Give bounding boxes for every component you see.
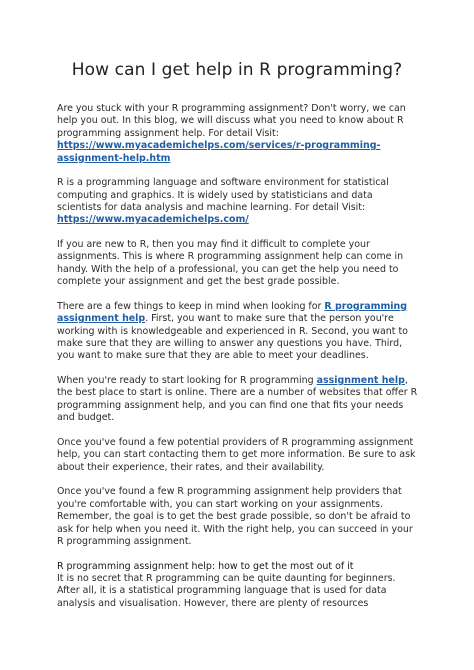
start-working-paragraph: Once you've found a few R programming assignment help providers that you're comfortable with, you can start working on your assignments. Remember, the goal is to get the best grade possible, so don't be afraid to ask for help when you need it. With the right help, you can succeed in your R programming assignment.	[57, 486, 413, 547]
daunting-paragraph: It is no secret that R programming can be quite daunting for beginners. After all, it is a statistical programming language that is used for data analysis and visualisation. However, there are plenty of resources	[57, 572, 396, 609]
r-definition-paragraph	[57, 177, 419, 227]
contact-providers-paragraph: Once you've found a few potential providers of R programming assignment help, you can start contacting them to get more information. Be sure to ask about their experience, their rates, and their availability.	[57, 436, 416, 473]
homepage-link[interactable]: https://www.myacademichelps.com/	[57, 214, 249, 226]
things-to-keep-in-mind-paragraph: There are a few things to keep in mind when looking for R programming assignment help. First, you want to make sure that the person you're working with is knowledgeable and experienced in R. Second, you want to make sure that they are willing to answer any questions you have. Third, you want to make sure that they are able to meet your deadlines.	[57, 300, 408, 362]
new-to-r-paragraph: If you are new to R, then you may find it difficult to complete your assignments. This is where R programming assignment help can come in handy. With the help of a professional, you can get the help you need to complete your assignment and get the best grade possible.	[57, 239, 404, 288]
document-body	[57, 103, 419, 610]
page-title: How can I get help in R programming?	[71, 60, 403, 80]
assignment-help-link[interactable]: assignment help	[316, 375, 405, 387]
r-programming-service-link[interactable]: https://www.myacademichelps.com/services/r-programming-assignment-help.htm	[57, 140, 381, 164]
section-subheading: R programming assignment help: how to get the most out of it	[57, 560, 354, 572]
r-programming-assignment-help-link[interactable]: R programming assignment help	[57, 300, 408, 325]
start-looking-paragraph: When you're ready to start looking for R programming assignment help, the best place to start is online. There are a number of websites that offer R programming assignment help, and you can find one that fits your needs and budget.	[57, 375, 418, 424]
r-definition-text: R is a programming language and software environment for statistical computing and graphics. It is widely used by statisticians and data scientists for data analysis and machine learning. For detail Visit:	[57, 177, 389, 214]
intro-text: Are you stuck with your R programming assignment? Don't worry, we can help you out. In this blog, we will discuss what you need to know about R programming assignment help. For detail Visit:	[57, 103, 406, 139]
intro-paragraph	[57, 103, 419, 165]
